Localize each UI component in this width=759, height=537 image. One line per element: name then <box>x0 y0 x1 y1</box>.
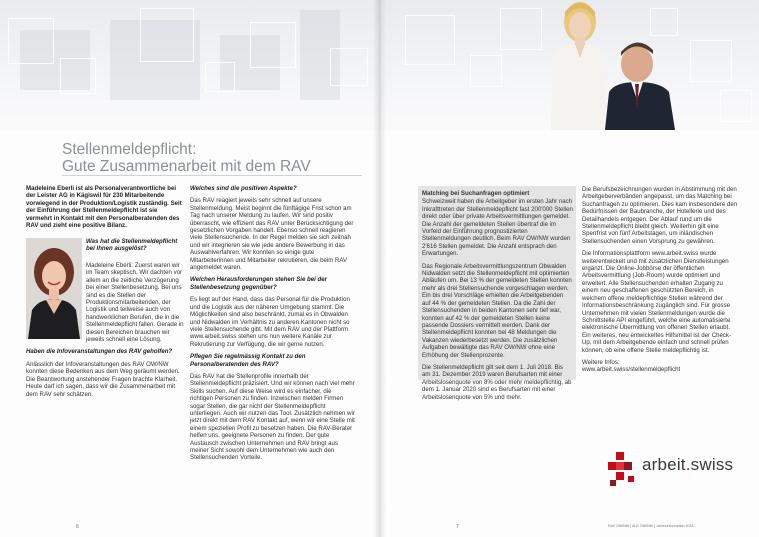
box-paragraph-2: Das Regionale Arbeitsvermittlungszentrum Obwalden Nidwalden setzt die Stellenmeldepflicht mit optimierten Abläufen um. Bei 13 % der gemeldeten Stellen konnten mehr als drei Stellensuchende vorgeschlagen werden. Ein bis drei Vorschläge erhielten die Arbeitgebenden auf 44 % der gemeldeten Stellen. Da die Zahl der Stellensuchenden in beiden Kantonen sehr tief war, konnten auf 42 % der gemeldeten Stellen keine passende Dossiers vermittelt werden. Dank der Stellenmeldepflicht konnten bei 48 Meldungen die Vakanzen wiederbesetzt werden. Die zusätzlichen Aufgaben bewältigte das RAV OW/NW ohne eine Erhöhung der Stellenprozente. <box>422 262 572 359</box>
intro-paragraph: Madeleine Eberli ist als Personalverantwortliche bei der Leister AG in Kägiswil für 230 Mitarbeitende vorwiegend in der Produktion/Logistik zuständig. Seit der Einführung der Stellenmeldepflicht ist sie vermehrt in Kontakt mit den Personalberatenden des RAV und zieht eine positive Bilanz. <box>26 185 182 230</box>
arbeit-swiss-logo <box>606 448 740 494</box>
question-1: Was hat die Stellenmeldepflicht bei Ihnen ausgelöst? <box>86 238 178 253</box>
people-photo <box>535 0 685 130</box>
answer-3: Das RAV reagiert jeweils sehr schnell auf unsere Stellenmeldung. Meist beginnt die fünftägige Frist schon am Tag nach unserer Meldung zu laufen. Wir sind positiv überrascht, wie effizient das RAV unter Berücksichtigung der gesetzlichen Vorgaben handelt. Ebenso schnell reagieren viele Stellensuchende. In der Regel melden sie sich zeitnah und wir integrieren sie wie jede andere Bewerbung in das Auswahlverfahren. Wir konnten so einige gute Mitarbeiterinnen und Mitarbeiter rekrutieren, die beim RAV angemeldet waren. <box>190 197 354 272</box>
page-number-left: 6 <box>76 524 79 530</box>
logo-word-swiss: swiss <box>690 455 734 474</box>
box-heading: Matching bei Suchanfragen optimiert <box>422 190 530 197</box>
logo-word-arbeit: arbeit <box>642 455 686 474</box>
title-line-1: Stellenmeldepflicht: <box>62 141 197 158</box>
left-column-2 <box>190 185 356 467</box>
article-title <box>62 141 362 175</box>
question-5: Pflegen Sie regelmässig Kontakt zu den Personalberatenden des RAV? <box>190 353 306 368</box>
question-4: Welchen Herausforderungen stehen Sie bei der Stellenbesetzung gegenüber? <box>190 276 328 291</box>
title-line-2: Gute Zusammenarbeit mit dem RAV <box>62 158 311 175</box>
right-paragraph-2: Die Informationsplattform www.arbeit.swiss wurde weiterentwickelt und mit zusätzlichen Dienstleistungen ergänzt. Die Online-Jobbörse der öffentlichen Arbeitsvermittlung (Job-Room) wurde optimiert und erweitert. Alle Stellensuchenden erhalten Zugang zu einem neu geschaffenen geschützten Bereich, in welchem offene meldepflichtige Stellen während der Informationsbeschränkung zugänglich sind. Für grosse Unternehmen mit vielen Stellenmeldungen wurde die Schnittstelle API eingeführt, welche eine automatisierte elektronische Übermittlung von offenen Stellen erlaubt. Ein weiteres, neu entwickeltes Hilfsmittel ist der Check-Up, mit dem Arbeitgebende einfach und schnell prüfen können, ob eine offene Stelle meldepflichtig ist. <box>582 250 732 354</box>
title-rule <box>62 175 362 176</box>
info-box-text <box>422 190 573 406</box>
question-2: Haben die Infoveranstaltungen des RAV geholfen? <box>26 348 173 356</box>
box-paragraph-3: Die Stellenmeldepflicht gilt seit dem 1. Juli 2018. Bis am 31. Dezember 2019 waren Berufsarten mit einer Arbeitslosenquote von 8% oder mehr meldepflichtig, ab dem 1. Januar 2020 sind es Berufsarten mit einer Arbeitslosenquote von 5% und mehr. <box>422 363 572 401</box>
answer-1: Madeleine Eberli: Zuerst waren wir im Team skeptisch. Wir dachten vor allem an die zeitliche Verzögerung bei einer Stellenbesetzung. Bei uns sind es die Stellen der Produktionsmitarbeitenden, der Logistik und teilweise auch von handwerklichen Berufen, die in die Stellenmeldepflicht fallen. Gerade in diesen Bereichen brauchen wir jeweils schnell eine Lösung. <box>86 262 184 344</box>
more-info-label: Weitere Infos: <box>582 358 620 366</box>
answer-2: Anlässlich der Infoveranstaltungen des RAV OW/NW konnten diese Bedenken aus dem Weg geräumt werden. Die Beantwortung anstehender Fragen brachte Klarheit. Heute darf ich sagen, dass wir die Zusammenarbeit mit dem RAV sehr schätzen. <box>26 360 180 398</box>
page-number-right: 7 <box>456 524 459 530</box>
box-paragraph-1: Schweizweit haben die Arbeitgeber im ersten Jahr nach Inkrafttreten der Stellenmeldepflicht fast 200'000 Stellen direkt oder über private Arbeitsvermittlungen gemeldet. Die Anzahl der gemeldeten Stellen übertraf die im Vorfeld der Einführung prognostizierten Stellenmeldungen deutlich. Beim RAV OW/NW wurden 2'616 Stellen gemeldet. Die Anzahl entsprach den Erwartungen. <box>422 198 573 258</box>
right-column <box>582 186 738 379</box>
footer-publication: RAV OW/NW | ALK OW/NW | Jahresinformation 2018 <box>608 524 694 528</box>
answer-4: Es liegt auf der Hand, dass das Personal für die Produktion und die Logistik aus der näheren Umgebung stammt. Die Möglichkeiten sind also beschränkt, zumal es in Obwalden und Nidwalden im Verhältnis zu anderen Kantonen nicht so viele Stellensuchende gibt. Mit dem RAV und der Plattform www.arbeit.swiss stehen uns nun weitere Kanäle zur Rekrutierung zur Verfügung, die wir gerne nutzen. <box>190 296 350 348</box>
more-info-link[interactable]: www.arbeit.swiss/stellenmeldepflicht <box>582 366 681 374</box>
left-column-1-body <box>26 262 184 403</box>
right-paragraph-1: Die Berufsbezeichnungen wurden in Abstimmung mit den Arbeitgeberverbänden angepasst, um das Matching bei Suchanfragen zu optimieren. Dies kam insbesondere den Bedürfnissen der Baubranche, der Hotellerie und des Detailhandels entgegen. Der Ablauf rund um die Stellenmeldepflicht bleibt gleich. Weiterhin gilt eine Sperrfrist von fünf Arbeitstagen, um inländischen Stellensuchenden einen Vorsprung zu gewähren. <box>582 186 738 245</box>
left-column-1 <box>26 185 184 234</box>
answer-5: Das RAV hat die Stellenprofile innerhalb der Stellenmeldepflicht präzisiert. Und wir können nach viel mehr Skills suchen. Auf diese Weise wird es einfacher, die richtigen Personen zu finden. Inzwischen melden Firmen sogar Stellen, die gar nicht der Stellenmeldepflicht unterliegen. Auch wir nutzen das Tool. Zusätzlich nehmen wir jetzt direkt mit dem RAV Kontakt auf, wenn wir eine Stelle mit einem speziellen Profil zu besetzen haben. Die RAV-Berater helfen uns, geeignete Personen zu finden. Der gute Austausch zwischen Unternehmen und RAV bringt aus meiner Sicht sowohl dem Unternehmen wie auch den Stellensuchenden Vorteile. <box>190 372 355 462</box>
logo-mark-icon <box>606 452 640 492</box>
left-column-1-wrap <box>86 238 185 258</box>
question-3: Welches sind die positiven Aspekte? <box>190 185 297 192</box>
logo-wordmark: arbeit.swiss <box>642 455 734 474</box>
page-gutter <box>373 0 387 537</box>
